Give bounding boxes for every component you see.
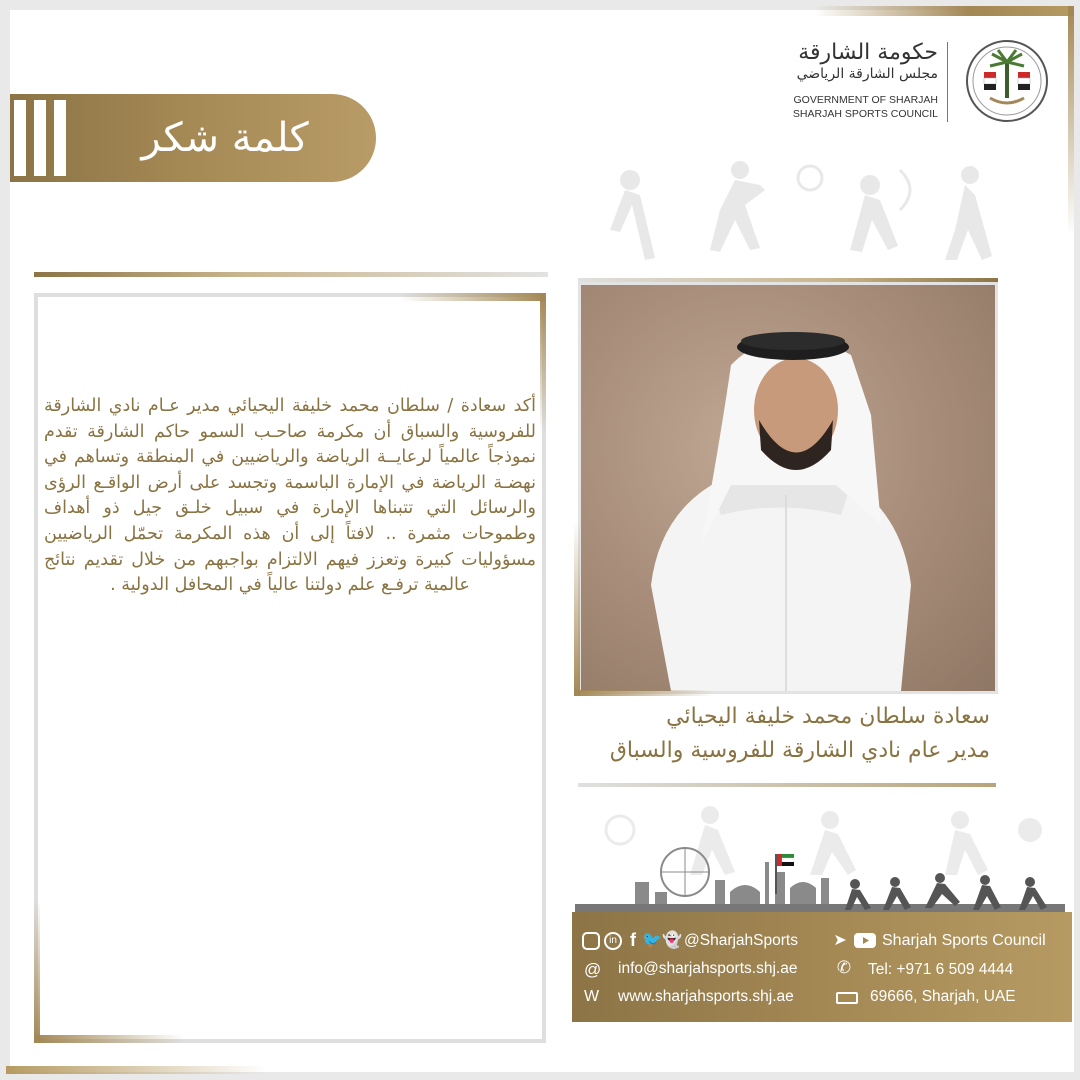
- twitter-icon[interactable]: 🐦: [642, 932, 662, 949]
- snapchat-icon[interactable]: 👻: [662, 932, 682, 949]
- youtube-icon[interactable]: [854, 933, 876, 948]
- email-icon: @: [584, 960, 602, 979]
- council-name-english: SHARJAH SPORTS COUNCIL: [792, 108, 938, 120]
- gold-accent: [1068, 6, 1074, 236]
- portrait-photo: [578, 282, 998, 694]
- phone-number[interactable]: Tel: +971 6 509 4444: [868, 961, 1014, 978]
- telegram-icon[interactable]: ➤: [833, 932, 847, 949]
- website-link[interactable]: www.sharjahsports.shj.ae: [618, 988, 794, 1005]
- logo-divider: [947, 42, 948, 122]
- org-name-arabic: حكومة الشارقة: [798, 40, 938, 65]
- divider-line: [34, 272, 548, 277]
- facebook-icon[interactable]: f: [630, 930, 636, 950]
- contact-footer: [572, 912, 1072, 1022]
- po-box: 69666, Sharjah, UAE: [870, 988, 1016, 1005]
- caption-name: سعادة سلطان محمد خليفة اليحيائي: [666, 704, 990, 729]
- gold-accent: [6, 1066, 266, 1074]
- banner-stripe: [54, 100, 66, 176]
- statement-text: أكد سعادة / سلطان محمد خليفة اليحيائي مدير عـام نادي الشارقة للفروسية والسباق أن مكرمة صاحـب السمو حاكم الشارقة تقدم نموذجاً عالمياً لرعايــة الرياضة والرياضيين في المنطقة وتساهم في نهضـة الرياضة في الإمارة الباسمة وتجسد على أرض الواقـع الرؤى والرسائل التي تتبناها الإمارة في سبيل خلـق جيل ذو أهداف وطموحات مثمرة .. لافتاً إلى أن هذه المكرمة تحمّل الرياضيين مسؤوليات كبيرة وتعزز فيهم الالتزام بواجبهم من خلال تقديم نتائج عالمية ترفـع علم دولتنا عالياً في المحافل الدولية .: [44, 396, 536, 596]
- sharjah-skyline-illustration: [575, 842, 1065, 914]
- phone-icon: ✆: [836, 958, 852, 977]
- gold-accent: [814, 6, 1074, 16]
- pobox-icon: [836, 992, 858, 1004]
- gold-accent: [574, 690, 714, 696]
- web-icon: W: [584, 988, 600, 1005]
- divider-line: [578, 783, 996, 787]
- banner-stripe: [34, 100, 46, 176]
- gold-accent: [400, 293, 546, 301]
- email-address[interactable]: info@sharjahsports.shj.ae: [618, 960, 798, 977]
- sharjah-emblem-logo: [966, 40, 1048, 122]
- org-name-english: GOVERNMENT OF SHARJAH: [793, 94, 938, 106]
- instagram-icon[interactable]: [582, 932, 600, 950]
- gold-accent: [574, 520, 580, 696]
- gold-accent: [34, 900, 40, 1043]
- linkedin-icon[interactable]: in: [604, 932, 622, 950]
- brand-name: Sharjah Sports Council: [882, 932, 1046, 949]
- gold-accent: [34, 1035, 184, 1043]
- page-title: كلمة شكر: [141, 115, 309, 161]
- gold-accent: [540, 293, 546, 433]
- banner-stripe: [14, 100, 26, 176]
- council-name-arabic: مجلس الشارقة الرياضي: [796, 66, 938, 82]
- social-handle[interactable]: @SharjahSports: [684, 932, 798, 949]
- caption-title: مدير عام نادي الشارقة للفروسية والسباق: [609, 738, 990, 763]
- sports-silhouettes-decoration: [570, 150, 1010, 270]
